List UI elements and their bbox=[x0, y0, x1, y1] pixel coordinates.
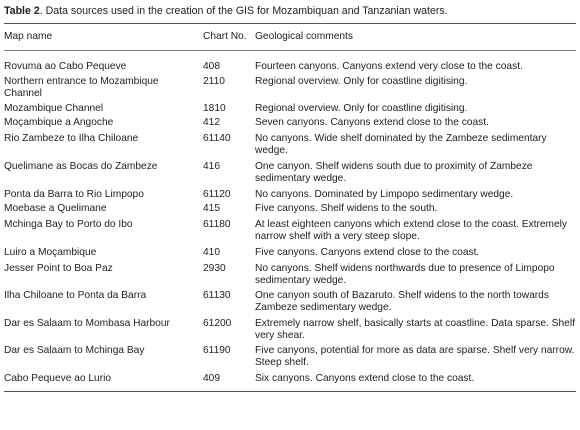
table-row bbox=[4, 261, 580, 289]
caption-label: Table 2 bbox=[4, 5, 40, 17]
table-row bbox=[4, 131, 580, 159]
cell-map-name: Luiro a Moçambique bbox=[4, 247, 97, 259]
cell-chart-no: 61120 bbox=[203, 188, 231, 200]
header-chart-no: Chart No. bbox=[203, 31, 247, 42]
table-row bbox=[4, 159, 580, 187]
cell-map-name: Dar es Salaam to Mombasa Harbour bbox=[4, 317, 170, 329]
cell-chart-no: 61140 bbox=[203, 132, 231, 144]
cell-geological-comment: At least eighteen canyons which extend close to the coast. Extremely narrow shelf with a very steep slope. bbox=[255, 219, 568, 243]
cell-map-name: Rovuma ao Cabo Pequeve bbox=[4, 61, 127, 73]
cell-map-name: Ilha Chiloane to Ponta da Barra bbox=[4, 289, 147, 301]
bottom-rule bbox=[4, 391, 576, 392]
cell-map-name: Mchinga Bay to Porto do Ibo bbox=[4, 219, 133, 231]
table-row bbox=[4, 289, 580, 316]
cell-map-name: Dar es Salaam to Mchinga Bay bbox=[4, 344, 145, 356]
cell-geological-comment: Five canyons, potential for more as data are sparse. Shelf very narrow. Steep shelf. bbox=[255, 344, 575, 368]
cell-geological-comment: No canyons. Wide shelf dominated by the Zambeze sedimentary wedge. bbox=[255, 132, 547, 157]
cell-geological-comment: One canyon south of Bazaruto. Shelf widens to the north towards Zambeze sedimentary wedge. bbox=[255, 289, 549, 313]
table-header bbox=[4, 24, 580, 50]
table-row bbox=[4, 202, 580, 217]
cell-map-name: Mozambique Channel bbox=[4, 102, 104, 114]
header-geological-comments: Geological comments bbox=[255, 31, 353, 42]
cell-chart-no: 2110 bbox=[203, 75, 225, 87]
cell-geological-comment: Regional overview. Only for coastline digitising. bbox=[255, 75, 468, 87]
cell-chart-no: 61180 bbox=[203, 219, 231, 231]
table-row bbox=[4, 343, 580, 370]
cell-chart-no: 61190 bbox=[203, 344, 231, 356]
cell-geological-comment: No canyons. Shelf widens northwards due to presence of Limpopo sedimentary wedge. bbox=[255, 263, 555, 287]
cell-geological-comment: Regional overview. Only for coastline digitising. bbox=[255, 102, 468, 114]
cell-geological-comment: Five canyons. Shelf widens to the south. bbox=[255, 203, 438, 215]
cell-chart-no: 410 bbox=[203, 247, 220, 259]
cell-map-name: Cabo Pequeve ao Lurio bbox=[4, 372, 112, 384]
cell-geological-comment: Five canyons. Canyons extend close to the coast. bbox=[255, 247, 480, 259]
data-sources-table bbox=[4, 24, 580, 50]
cell-geological-comment: Six canyons. Canyons extend close to the coast. bbox=[255, 372, 475, 384]
cell-chart-no: 412 bbox=[203, 117, 220, 129]
cell-chart-no: 2930 bbox=[203, 263, 226, 275]
table-row bbox=[4, 370, 580, 386]
table-row bbox=[4, 315, 580, 343]
cell-map-name: Ponta da Barra to Rio Limpopo bbox=[4, 188, 144, 200]
table-caption bbox=[4, 5, 576, 18]
table-row bbox=[4, 187, 580, 203]
cell-chart-no: 408 bbox=[203, 61, 220, 73]
table-row bbox=[4, 116, 580, 131]
cell-map-name: Quelimane as Bocas do Zambeze bbox=[4, 160, 158, 172]
table-row bbox=[4, 51, 580, 74]
cell-chart-no: 415 bbox=[203, 203, 220, 215]
data-sources-table-body bbox=[4, 51, 580, 386]
header-map-name: Map name bbox=[4, 31, 53, 42]
cell-chart-no: 61130 bbox=[203, 289, 231, 301]
table-row bbox=[4, 75, 580, 102]
cell-chart-no: 61200 bbox=[203, 317, 232, 329]
table-row bbox=[4, 101, 580, 116]
cell-map-name: Moebase a Quelimane bbox=[4, 203, 107, 215]
cell-geological-comment: No canyons. Dominated by Limpopo sedimentary wedge. bbox=[255, 188, 514, 200]
table-row bbox=[4, 245, 580, 261]
cell-map-name: Rio Zambeze to Ilha Chiloane bbox=[4, 132, 139, 144]
cell-map-name: Jesser Point to Boa Paz bbox=[4, 263, 113, 275]
table-body bbox=[4, 51, 580, 386]
cell-geological-comment: One canyon. Shelf widens south due to proximity of Zambeze sedimentary wedge. bbox=[255, 160, 533, 185]
cell-map-name: Moçambique a Angoche bbox=[4, 117, 114, 129]
cell-chart-no: 1810 bbox=[203, 102, 226, 114]
cell-map-name: Northern entrance to Mozambique Channel bbox=[4, 75, 159, 99]
cell-chart-no: 409 bbox=[203, 372, 220, 384]
table-row bbox=[4, 217, 580, 245]
cell-geological-comment: Fourteen canyons. Canyons extend very close to the coast. bbox=[255, 61, 523, 73]
cell-geological-comment: Extremely narrow shelf, basically starts at coastline. Data sparse. Shelf very shear. bbox=[255, 317, 575, 341]
cell-chart-no: 416 bbox=[203, 160, 220, 172]
caption-text: . Data sources used in the creation of the GIS for Mozambiquan and Tanzanian waters. bbox=[39, 5, 448, 17]
cell-geological-comment: Seven canyons. Canyons extend close to the coast. bbox=[255, 117, 489, 129]
